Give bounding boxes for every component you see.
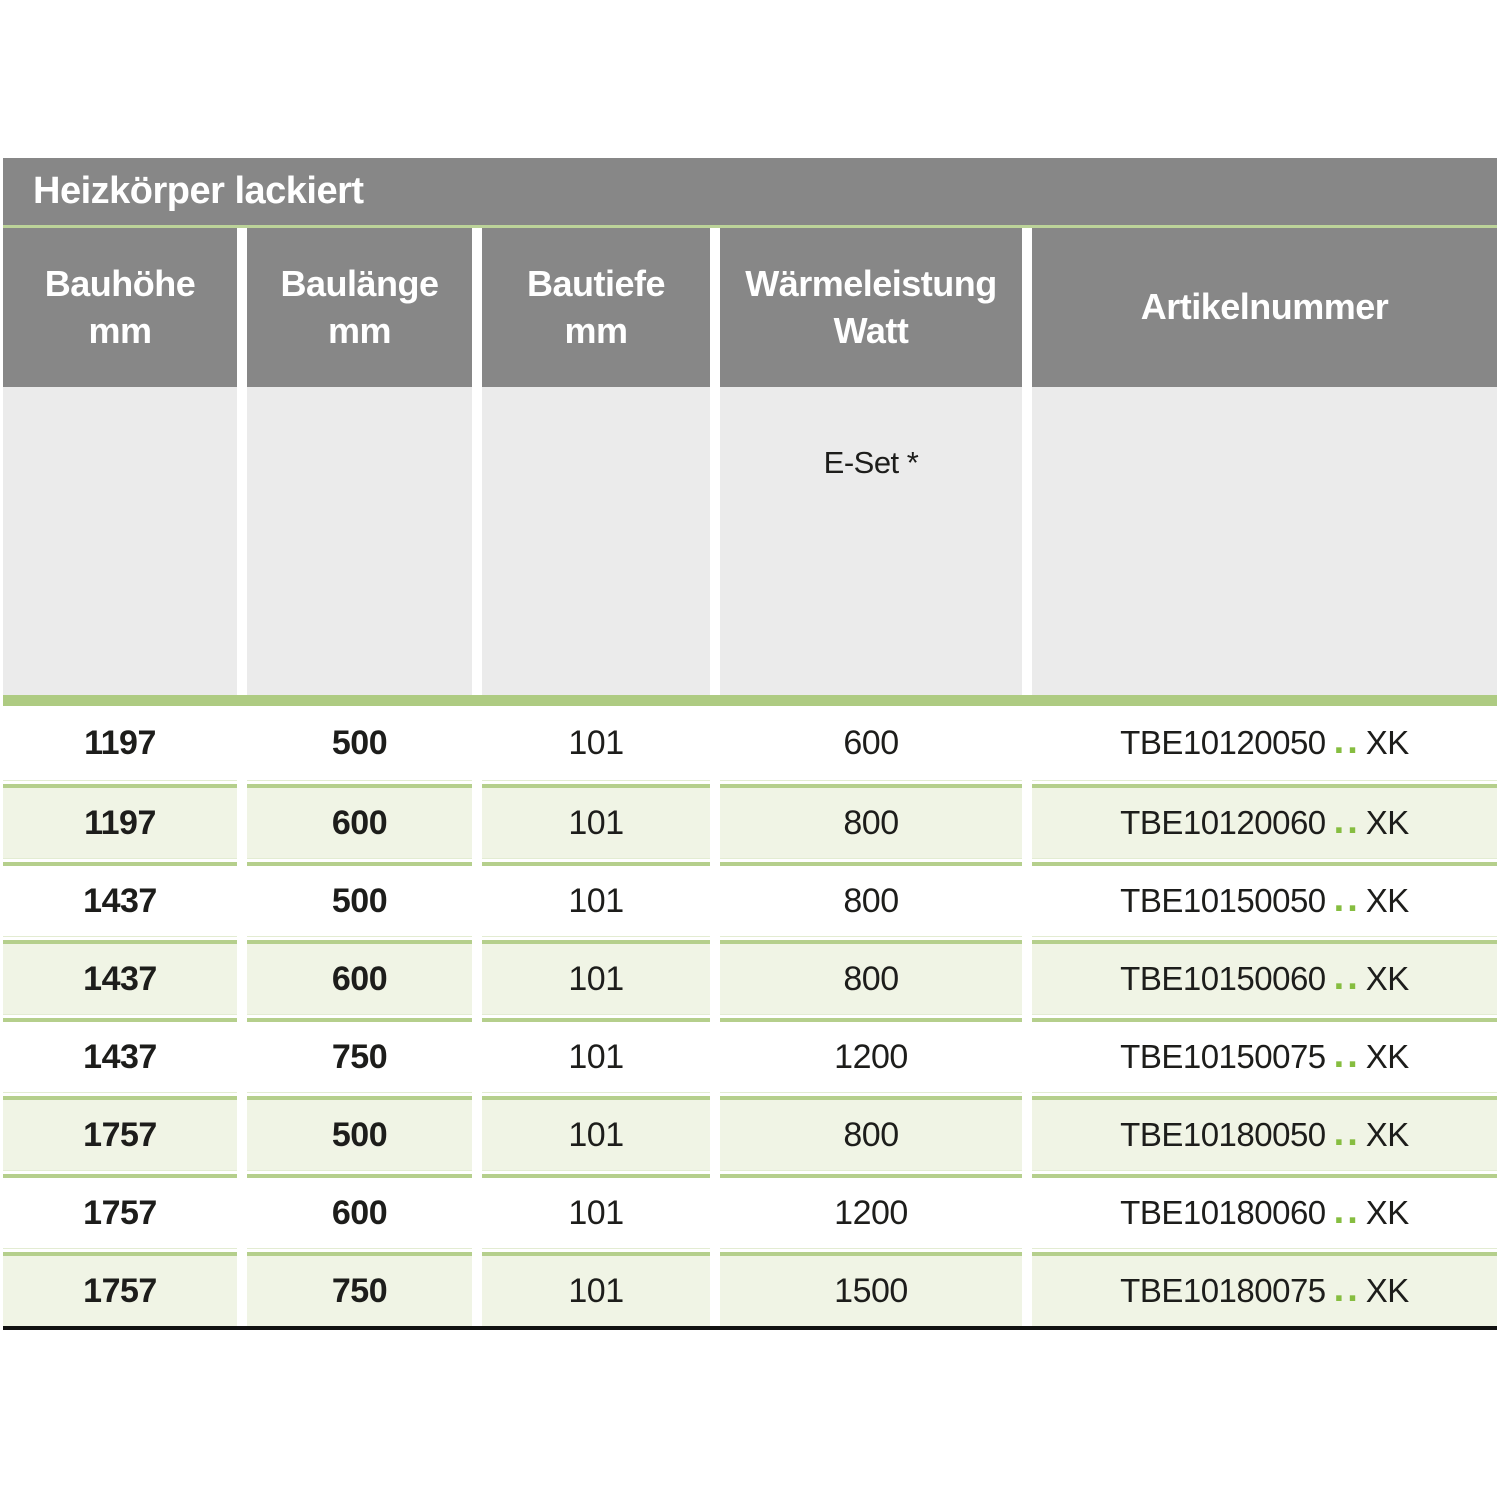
- table-row: [3, 706, 1497, 781]
- cell-baulaenge: 600: [247, 784, 472, 859]
- cell-baulaenge: 500: [247, 1096, 472, 1171]
- cell-bautiefe: 101: [482, 784, 710, 859]
- subheader-cell-eset: [720, 387, 1022, 695]
- subheader-cell-empty: [247, 387, 472, 695]
- cell-bautiefe: 101: [482, 1174, 710, 1249]
- table-row: [3, 1252, 1497, 1326]
- cell-artikelnummer: TBE10120060 .. XK: [1032, 784, 1497, 859]
- cell-baulaenge: 500: [247, 706, 472, 781]
- column-header-waermeleistung: [720, 228, 1022, 387]
- artikelnummer-prefix: TBE10150050: [1120, 882, 1326, 919]
- table-title: Heizkörper lackiert: [33, 170, 364, 212]
- cell-watt: 1200: [720, 1174, 1022, 1249]
- column-header-bauhoehe: [3, 228, 237, 387]
- subheader-row: [3, 387, 1497, 695]
- table-bottom-rule: [3, 1326, 1497, 1330]
- cell-artikelnummer: TBE10180060 .. XK: [1032, 1174, 1497, 1249]
- cell-bautiefe: 101: [482, 940, 710, 1015]
- cell-watt: 1500: [720, 1252, 1022, 1326]
- column-header-baulaenge: [247, 228, 472, 387]
- column-label: Baulänge: [280, 262, 439, 304]
- table-row: [3, 1174, 1497, 1249]
- cell-bauhoehe: 1197: [3, 706, 237, 781]
- table-row: [3, 862, 1497, 937]
- subheader-cell-empty: [482, 387, 710, 695]
- cell-baulaenge: 600: [247, 1174, 472, 1249]
- cell-bauhoehe: 1437: [3, 1018, 237, 1093]
- artikelnummer-prefix: TBE10180075: [1120, 1272, 1326, 1309]
- artikelnummer-prefix: TBE10180060: [1120, 1194, 1326, 1231]
- cell-artikelnummer: TBE10120050 .. XK: [1032, 706, 1497, 781]
- cell-watt: 800: [720, 1096, 1022, 1171]
- cell-baulaenge: 600: [247, 940, 472, 1015]
- cell-bauhoehe: 1757: [3, 1252, 237, 1326]
- table-row: [3, 1096, 1497, 1171]
- cell-artikelnummer: TBE10150075 .. XK: [1032, 1018, 1497, 1093]
- subheader-cell-empty: [3, 387, 237, 695]
- cell-bauhoehe: 1757: [3, 1096, 237, 1171]
- table-row: [3, 784, 1497, 859]
- cell-artikelnummer: TBE10180075 .. XK: [1032, 1252, 1497, 1326]
- table-row: [3, 940, 1497, 1015]
- column-unit: mm: [88, 309, 152, 351]
- cell-bauhoehe: 1197: [3, 784, 237, 859]
- cell-artikelnummer: TBE10150050 .. XK: [1032, 862, 1497, 937]
- artikelnummer-prefix: TBE10180050: [1120, 1116, 1326, 1153]
- cell-baulaenge: 750: [247, 1252, 472, 1326]
- cell-watt: 600: [720, 706, 1022, 781]
- eset-label: E-Set *: [823, 445, 919, 480]
- artikelnummer-suffix: XK: [1365, 1116, 1409, 1153]
- artikelnummer-prefix: TBE10150060: [1120, 960, 1326, 997]
- cell-bautiefe: 101: [482, 1096, 710, 1171]
- cell-bauhoehe: 1437: [3, 940, 237, 1015]
- artikelnummer-suffix: XK: [1365, 804, 1409, 841]
- cell-baulaenge: 500: [247, 862, 472, 937]
- artikelnummer-suffix: XK: [1365, 960, 1409, 997]
- green-divider-bar: [3, 695, 1497, 706]
- product-spec-table: [3, 158, 1497, 1330]
- artikelnummer-prefix: TBE10120050: [1120, 724, 1326, 761]
- artikelnummer-prefix: TBE10150075: [1120, 1038, 1326, 1075]
- column-label: Artikelnummer: [1140, 286, 1389, 328]
- table-row: [3, 1018, 1497, 1093]
- cell-bauhoehe: 1437: [3, 862, 237, 937]
- cell-bautiefe: 101: [482, 706, 710, 781]
- cell-bautiefe: 101: [482, 862, 710, 937]
- cell-baulaenge: 750: [247, 1018, 472, 1093]
- column-label: Bautiefe: [526, 262, 666, 304]
- cell-watt: 800: [720, 784, 1022, 859]
- table-title-bar: [3, 158, 1497, 228]
- artikelnummer-suffix: XK: [1365, 724, 1409, 761]
- artikelnummer-suffix: XK: [1365, 1194, 1409, 1231]
- column-unit: mm: [327, 309, 392, 351]
- column-label: Bauhöhe: [44, 262, 196, 304]
- artikelnummer-suffix: XK: [1365, 1272, 1409, 1309]
- header-row: [3, 228, 1497, 387]
- column-header-bautiefe: [482, 228, 710, 387]
- artikelnummer-suffix: XK: [1365, 882, 1409, 919]
- cell-bauhoehe: 1757: [3, 1174, 237, 1249]
- cell-artikelnummer: TBE10150060 .. XK: [1032, 940, 1497, 1015]
- cell-bautiefe: 101: [482, 1018, 710, 1093]
- cell-watt: 800: [720, 862, 1022, 937]
- subheader-cell-empty: [1032, 387, 1497, 695]
- column-unit: Watt: [833, 309, 909, 351]
- cell-watt: 800: [720, 940, 1022, 1015]
- column-unit: mm: [564, 309, 628, 351]
- artikelnummer-prefix: TBE10120060: [1120, 804, 1326, 841]
- cell-bautiefe: 101: [482, 1252, 710, 1326]
- column-header-artikelnummer: [1032, 228, 1497, 387]
- table-body: [3, 706, 1497, 1326]
- cell-artikelnummer: TBE10180050 .. XK: [1032, 1096, 1497, 1171]
- cell-watt: 1200: [720, 1018, 1022, 1093]
- column-label: Wärmeleistung: [745, 262, 997, 304]
- artikelnummer-suffix: XK: [1365, 1038, 1409, 1075]
